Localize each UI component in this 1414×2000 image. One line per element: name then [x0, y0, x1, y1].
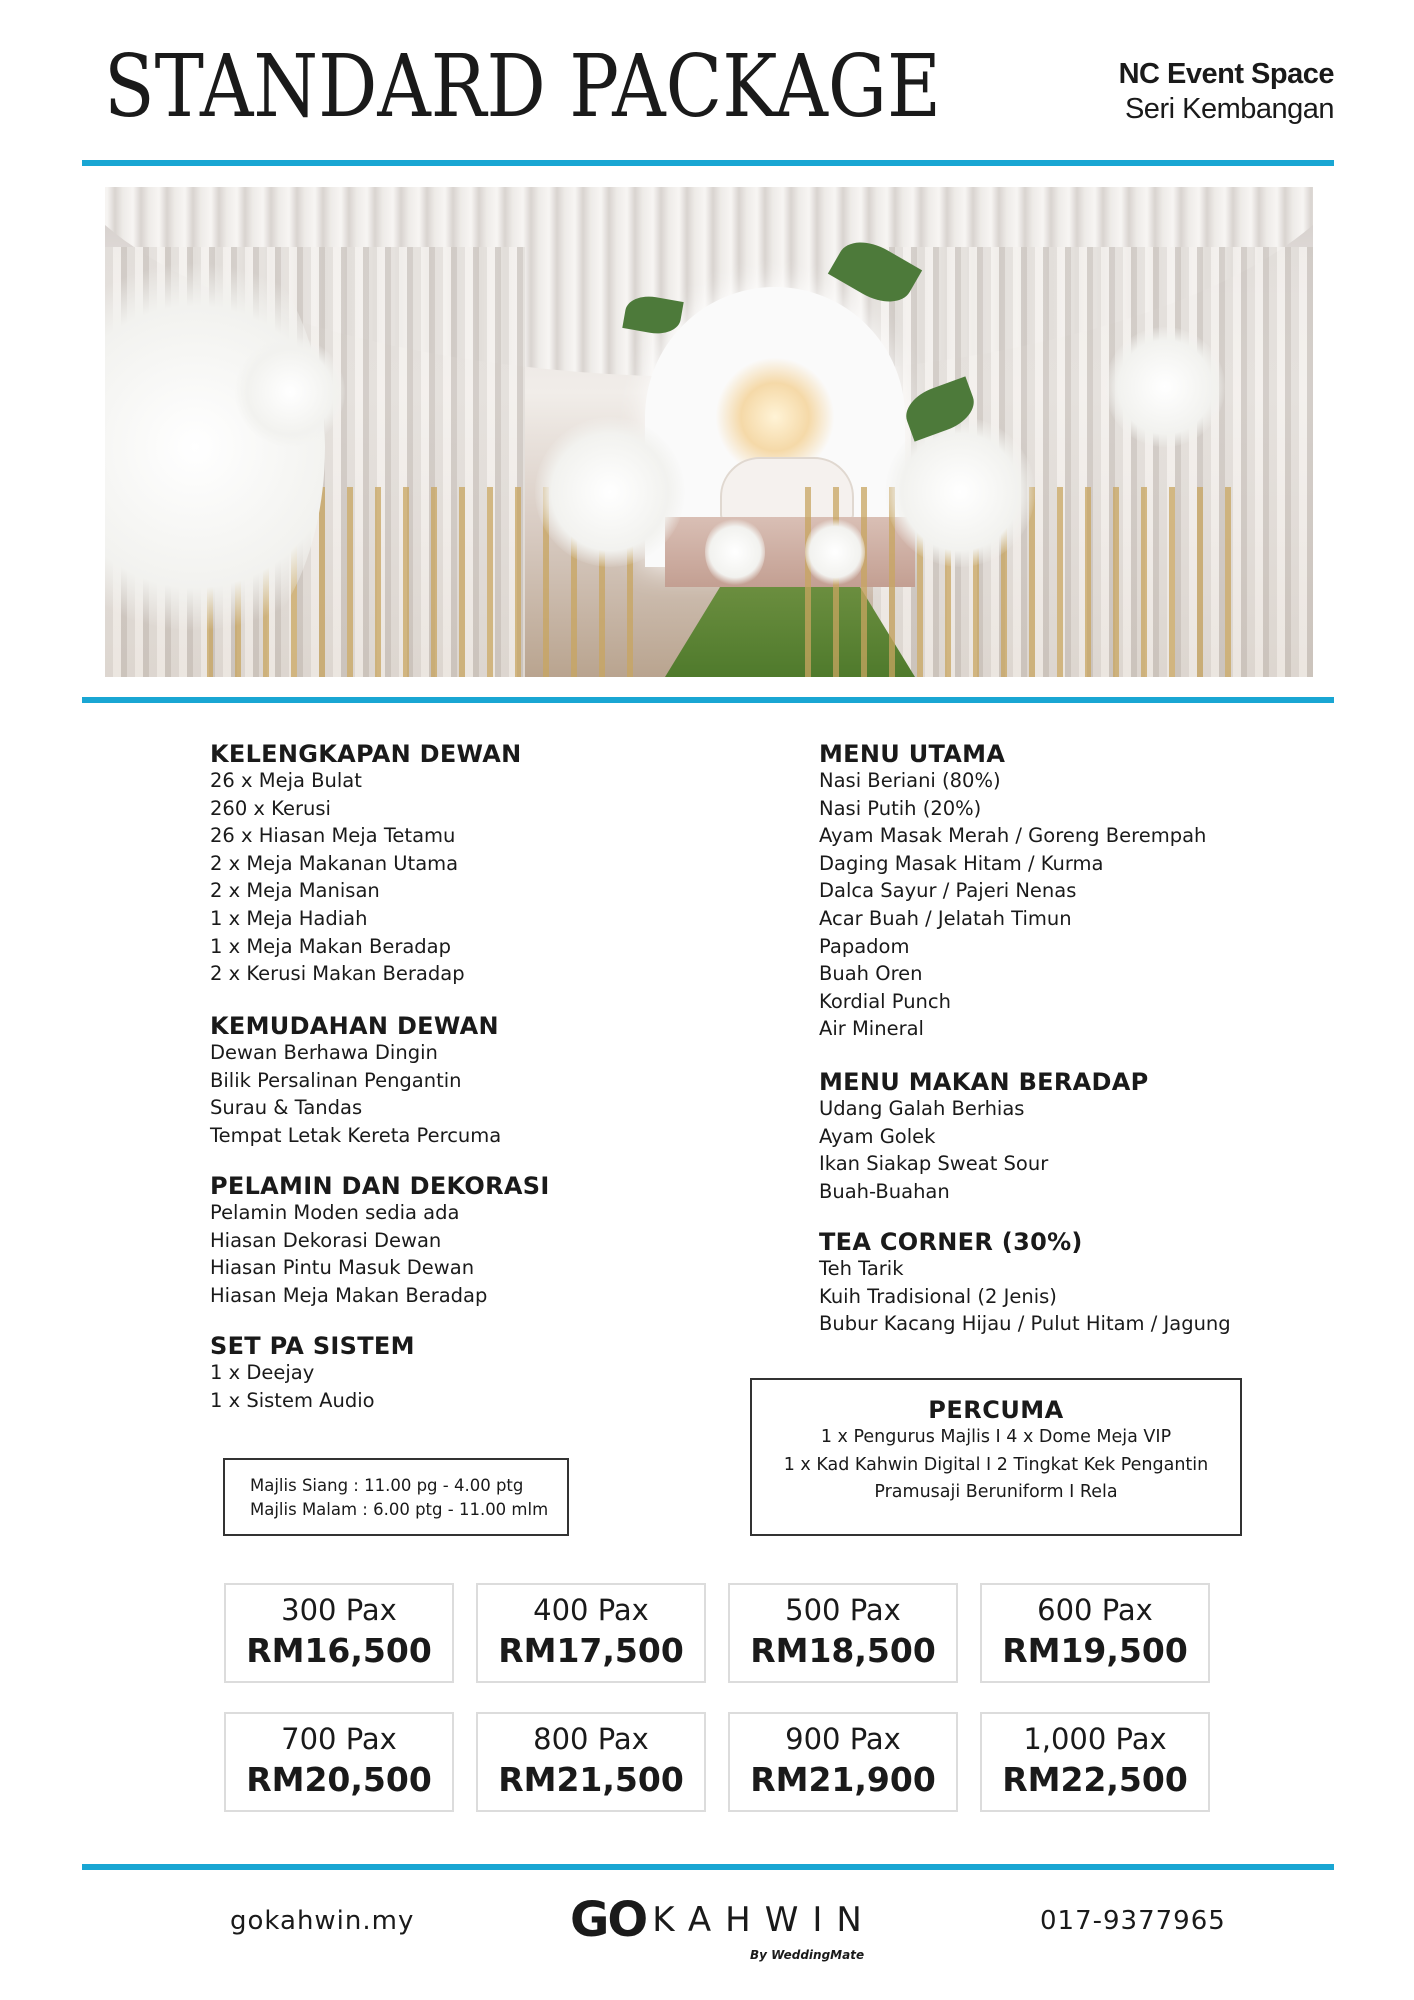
- price-pax: 500 Pax: [785, 1593, 901, 1627]
- list-item: Tempat Letak Kereta Percuma: [210, 1123, 502, 1147]
- gokahwin-logo: [570, 1892, 876, 1962]
- list-item: Surau & Tandas: [210, 1096, 363, 1120]
- pa-sistem-heading: SET PA SISTEM: [210, 1332, 415, 1360]
- list-item: Teh Tarik: [819, 1257, 904, 1280]
- venue-location: Seri Kembangan: [1124, 93, 1334, 125]
- list-item: Ikan Siakap Sweat Sour: [819, 1152, 1049, 1176]
- hours-line-day: Majlis Siang : 11.00 pg - 4.00 ptg: [250, 1476, 524, 1495]
- kelengkapan-heading: KELENGKAPAN DEWAN: [210, 740, 522, 768]
- list-item: Dewan Berhawa Dingin: [210, 1041, 438, 1064]
- tea-corner-heading: TEA CORNER (30%): [819, 1228, 1083, 1256]
- list-item: Buah-Buahan: [819, 1179, 950, 1203]
- footer-divider: [82, 1864, 1334, 1870]
- price-pax: 400 Pax: [533, 1593, 649, 1627]
- kemudahan-list: [210, 1039, 501, 1149]
- price-amount: RM19,500: [1002, 1631, 1188, 1670]
- price-pax: 700 Pax: [281, 1722, 397, 1756]
- menu-utama-list: [819, 767, 1206, 1043]
- logo-tagline: By WeddingMate: [750, 1948, 865, 1962]
- price-pax: 800 Pax: [533, 1722, 649, 1756]
- list-item: Dalca Sayur / Pajeri Nenas: [819, 879, 1077, 903]
- venue-photo: [105, 187, 1313, 677]
- list-item: 26 x Hiasan Meja Tetamu: [210, 824, 456, 848]
- list-item: Bilik Persalinan Pengantin: [210, 1068, 462, 1092]
- event-hours-box: [223, 1458, 569, 1536]
- list-item: Hiasan Pintu Masuk Dewan: [210, 1256, 475, 1280]
- list-item: Daging Masak Hitam / Kurma: [819, 851, 1104, 875]
- price-card: [224, 1712, 454, 1812]
- list-item: Bubur Kacang Hijau / Pulut Hitam / Jagung: [819, 1312, 1231, 1336]
- pelamin-list: [210, 1199, 487, 1309]
- price-card: [476, 1583, 706, 1683]
- list-item: Ayam Golek: [819, 1124, 936, 1148]
- list-item: Nasi Beriani (80%): [819, 769, 1001, 792]
- list-item: Pelamin Moden sedia ada: [210, 1201, 460, 1224]
- list-item: Ayam Masak Merah / Goreng Berempah: [819, 824, 1207, 848]
- list-item: 26 x Meja Bulat: [210, 769, 362, 792]
- list-item: 1 x Sistem Audio: [210, 1388, 375, 1412]
- list-item: 2 x Kerusi Makan Beradap: [210, 962, 465, 986]
- percuma-line: 1 x Pengurus Majlis I 4 x Dome Meja VIP: [820, 1427, 1172, 1447]
- price-pax: 600 Pax: [1037, 1593, 1153, 1627]
- list-item: 1 x Meja Makan Beradap: [210, 934, 452, 958]
- list-item: 260 x Kerusi: [210, 796, 331, 820]
- list-item: Papadom: [819, 934, 910, 958]
- list-item: Air Mineral: [819, 1017, 924, 1041]
- price-pax: 900 Pax: [785, 1722, 901, 1756]
- pa-sistem-list: [210, 1359, 375, 1414]
- price-card: [980, 1712, 1210, 1812]
- list-item: 2 x Meja Manisan: [210, 879, 380, 903]
- kelengkapan-list: [210, 767, 465, 988]
- top-divider: [82, 160, 1334, 166]
- price-card: [476, 1712, 706, 1812]
- percuma-line: Pramusaji Beruniform I Rela: [874, 1482, 1118, 1502]
- price-amount: RM21,900: [750, 1760, 936, 1799]
- menu-beradap-heading: MENU MAKAN BERADAP: [819, 1068, 1149, 1096]
- list-item: Nasi Putih (20%): [819, 796, 982, 820]
- list-item: 1 x Deejay: [210, 1361, 315, 1384]
- price-amount: RM18,500: [750, 1631, 936, 1670]
- price-amount: RM20,500: [246, 1760, 432, 1799]
- price-card: [728, 1712, 958, 1812]
- kemudahan-heading: KEMUDAHAN DEWAN: [210, 1012, 499, 1040]
- percuma-line: 1 x Kad Kahwin Digital I 2 Tingkat Kek Pengantin: [783, 1454, 1209, 1475]
- price-pax: 1,000 Pax: [1023, 1722, 1167, 1756]
- list-item: Hiasan Meja Makan Beradap: [210, 1283, 488, 1307]
- photo-divider: [82, 697, 1334, 703]
- website-text: gokahwin.my: [230, 1906, 415, 1936]
- price-amount: RM22,500: [1002, 1760, 1188, 1799]
- menu-beradap-list: [819, 1095, 1048, 1205]
- price-amount: RM17,500: [498, 1631, 684, 1670]
- price-amount: RM16,500: [246, 1631, 432, 1670]
- price-card: [728, 1583, 958, 1683]
- list-item: Udang Galah Berhias: [819, 1097, 1025, 1120]
- list-item: Kordial Punch: [819, 989, 951, 1013]
- page-title: STANDARD PACKAGE: [104, 37, 942, 137]
- price-card: [980, 1583, 1210, 1683]
- price-card: [224, 1583, 454, 1683]
- price-amount: RM21,500: [498, 1760, 684, 1799]
- list-item: 1 x Meja Hadiah: [210, 906, 368, 930]
- percuma-heading: PERCUMA: [928, 1396, 1064, 1424]
- logo-go: GO: [570, 1892, 647, 1948]
- list-item: Acar Buah / Jelatah Timun: [819, 906, 1072, 930]
- menu-utama-heading: MENU UTAMA: [819, 740, 1006, 768]
- phone-number: 017-9377965: [1040, 1906, 1226, 1936]
- list-item: 2 x Meja Makanan Utama: [210, 851, 459, 875]
- hours-line-night: Majlis Malam : 6.00 ptg - 11.00 mlm: [250, 1500, 549, 1519]
- list-item: Buah Oren: [819, 962, 923, 986]
- list-item: Hiasan Dekorasi Dewan: [210, 1228, 442, 1252]
- price-pax: 300 Pax: [281, 1593, 397, 1627]
- logo-kahwin: KAHWIN: [652, 1900, 876, 1940]
- tea-corner-list: [819, 1255, 1231, 1338]
- percuma-box: [750, 1378, 1242, 1536]
- venue-block: [1119, 58, 1334, 126]
- pelamin-heading: PELAMIN DAN DEKORASI: [210, 1172, 550, 1200]
- list-item: Kuih Tradisional (2 Jenis): [819, 1284, 1057, 1308]
- venue-name: NC Event Space: [1118, 58, 1334, 90]
